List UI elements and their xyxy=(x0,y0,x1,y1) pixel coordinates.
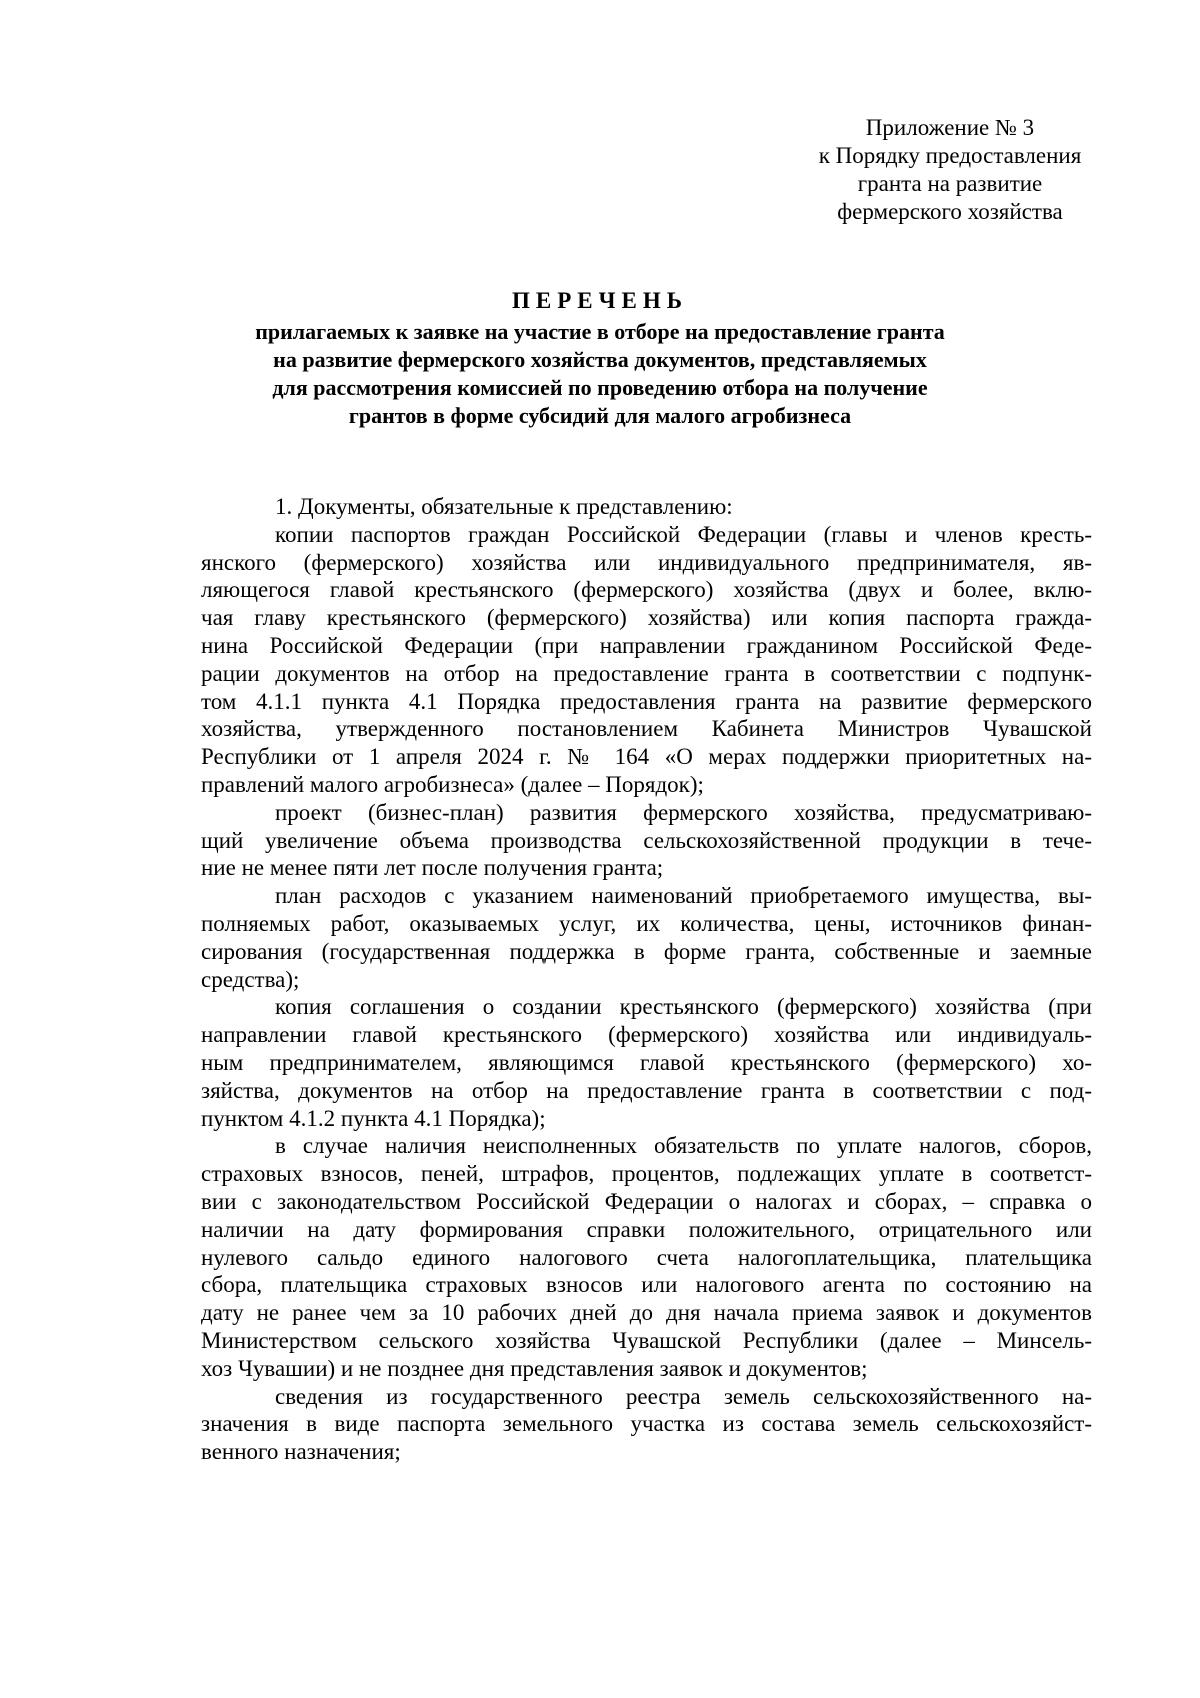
body-line: сведения из государственного реестра земель сельскохозяйственного на- xyxy=(275,1383,1092,1409)
body-paragraph xyxy=(201,799,1092,882)
body-line: направлении главой крестьянского (фермерского) хозяйства или индивидуаль- xyxy=(201,1022,1092,1048)
body-line: чая главу крестьянского (фермерского) хозяйства) или копия паспорта гражда- xyxy=(201,605,1092,631)
appendix-line: гранта на развитие xyxy=(857,171,1043,196)
body-line: план расходов с указанием наименований приобретаемого имущества, вы- xyxy=(275,883,1092,909)
body-line: наличии на дату формирования справки положительного, отрицательного или xyxy=(201,1216,1092,1242)
body-line: копии паспортов граждан Российской Федерации (главы и членов кресть- xyxy=(275,521,1092,547)
body-line: ние не менее пяти лет после получения гранта; xyxy=(201,855,664,881)
title-subline: прилагаемых к заявке на участие в отборе на предоставление гранта xyxy=(255,319,945,344)
body-line: рации документов на отбор на предоставление гранта в соответствии с подпунк- xyxy=(201,660,1092,686)
body-line: зяйства, документов на отбор на предоставление гранта в соответствии с под- xyxy=(201,1077,1092,1103)
body-line: хоз Чувашии) и не позднее дня представления заявок и документов; xyxy=(201,1355,868,1381)
body-line: 1. Документы, обязательные к представлению: xyxy=(275,494,733,519)
body-line: сирования (государственная поддержка в форме гранта, собственные и заемные xyxy=(201,938,1092,964)
title-subline: на развитие фермерского хозяйства документов, представляемых xyxy=(273,347,927,372)
body-paragraph xyxy=(201,493,1092,521)
title-subline: грантов в форме субсидий для малого агробизнеса xyxy=(348,403,852,428)
body-line: щий увеличение объема производства сельскохозяйственной продукции в тече- xyxy=(201,827,1092,853)
body-line: ным предпринимателем, являющимся главой крестьянского (фермерского) хо- xyxy=(201,1049,1092,1075)
body-paragraph xyxy=(201,1132,1092,1382)
title-subline: для рассмотрения комиссией по проведению отбора на получение xyxy=(272,375,928,400)
body-line: правлений малого агробизнеса» (далее – Порядок); xyxy=(201,771,704,797)
document-body xyxy=(201,493,1092,1466)
body-line: сбора, плательщика страховых взносов или налогового агента по состоянию на xyxy=(201,1272,1092,1298)
appendix-line: к Порядку предоставления xyxy=(818,143,1082,168)
body-line: дату не ранее чем за 10 рабочих дней до дня начала приема заявок и документов xyxy=(201,1300,1092,1326)
body-line: янского (фермерского) хозяйства или индивидуального предпринимателя, яв- xyxy=(201,549,1092,575)
appendix-reference xyxy=(795,114,1105,226)
document-title xyxy=(150,286,1050,430)
body-paragraph xyxy=(201,1383,1092,1466)
body-line: вии с законодательством Российской Федерации о налогах и сборах, – справка о xyxy=(201,1188,1092,1214)
appendix-line: фермерского хозяйства xyxy=(837,199,1063,224)
body-line: ляющегося главой крестьянского (фермерского) хозяйства (двух и более, вклю- xyxy=(201,577,1092,603)
body-line: пунктом 4.1.2 пункта 4.1 Порядка); xyxy=(201,1105,546,1131)
appendix-line: Приложение № 3 xyxy=(865,115,1035,140)
body-line: Республики от 1 апреля 2024 г. № 164 «О мерах поддержки приоритетных на- xyxy=(201,744,1092,770)
body-line: нина Российской Федерации (при направлении гражданином Российской Феде- xyxy=(201,632,1092,658)
body-paragraph xyxy=(201,882,1092,993)
body-line: Министерством сельского хозяйства Чувашской Республики (далее – Минсель- xyxy=(201,1327,1092,1353)
body-line: том 4.1.1 пункта 4.1 Порядка предоставления гранта на развитие фермерского xyxy=(201,688,1092,714)
body-line: в случае наличия неисполненных обязательств по уплате налогов, сборов, xyxy=(275,1133,1092,1159)
body-line: проект (бизнес-план) развития фермерского хозяйства, предусматриваю- xyxy=(275,799,1092,825)
body-line: средства); xyxy=(201,966,300,992)
body-line: хозяйства, утвержденного постановлением Кабинета Министров Чувашской xyxy=(201,716,1092,742)
body-paragraph xyxy=(201,993,1092,1132)
body-line: полняемых работ, оказываемых услуг, их количества, цены, источников финан- xyxy=(201,910,1092,936)
body-line: страховых взносов, пеней, штрафов, процентов, подлежащих уплате в соответст- xyxy=(201,1161,1092,1187)
body-line: нулевого сальдо единого налогового счета налогоплательщика, плательщика xyxy=(201,1244,1092,1270)
body-paragraph xyxy=(201,521,1092,799)
body-line: значения в виде паспорта земельного участка из состава земель сельскохозяйст- xyxy=(201,1411,1092,1437)
body-line: копия соглашения о создании крестьянского (фермерского) хозяйства (при xyxy=(275,994,1092,1020)
title-heading: ПЕРЕЧЕНЬ xyxy=(512,288,688,313)
body-line: венного назначения; xyxy=(201,1439,401,1465)
